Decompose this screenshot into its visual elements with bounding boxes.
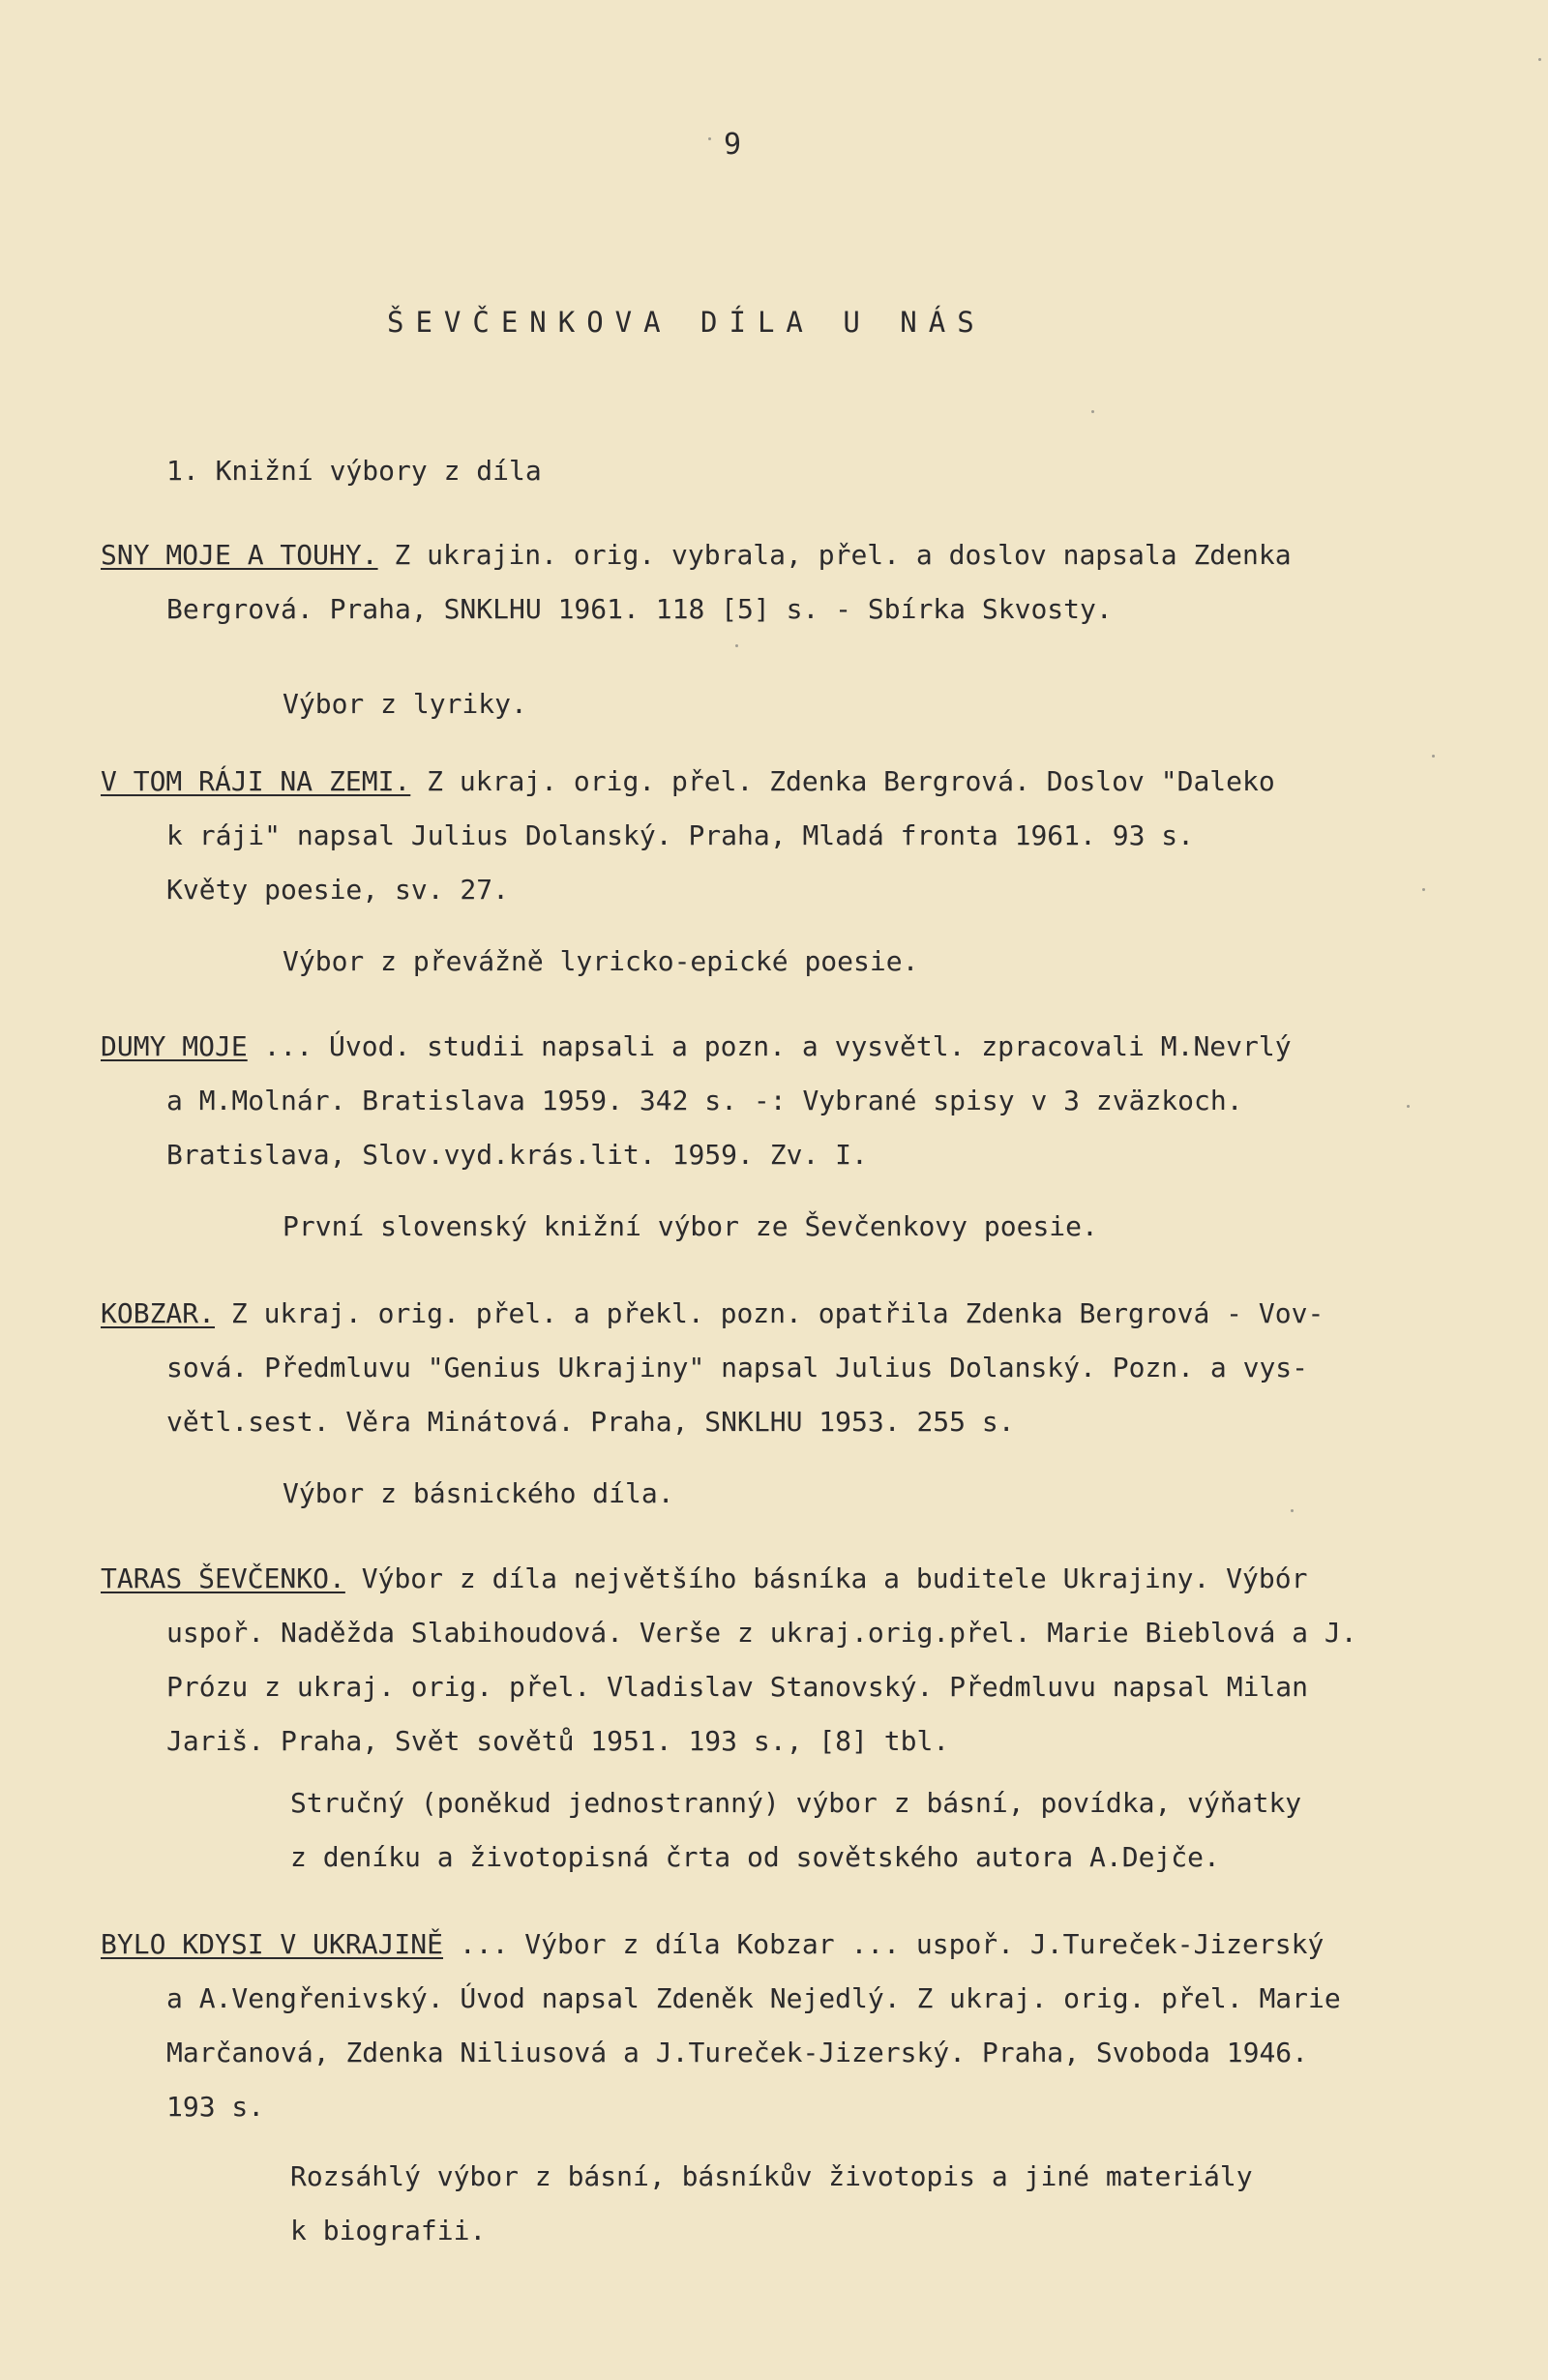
entry-line: uspoř. Naděžda Slabihoudová. Verše z ukraj.orig.přel. Marie Bieblová a J. <box>166 1617 1357 1649</box>
entry-line: Květy poesie, sv. 27. <box>166 874 510 906</box>
entry-title: DUMY MOJE <box>101 1030 248 1062</box>
entry-note: Výbor z převážně lyricko-epické poesie. <box>283 945 919 977</box>
entry-line: a A.Vengřenivský. Úvod napsal Zdeněk Nejedlý. Z ukraj. orig. přel. Marie <box>166 1982 1341 2014</box>
entry-line: Z ukraj. orig. přel. Zdenka Bergrová. Doslov "Daleko <box>410 765 1275 797</box>
bibliography-entry <box>101 755 1455 917</box>
entry-line: Výbor z díla největšího básníka a buditele Ukrajiny. Výbór <box>344 1562 1308 1594</box>
paper-speck <box>1407 1105 1410 1108</box>
entry-line: 193 s. <box>166 2091 265 2123</box>
entry-line: Z ukrajin. orig. vybrala, přel. a doslov napsala Zdenka <box>377 539 1292 571</box>
bibliography-entry <box>101 1287 1455 1449</box>
entry-note <box>290 2150 1253 2258</box>
entry-line: Bergrová. Praha, SNKLHU 1961. 118 [5] s. - Sbírka Skvosty. <box>166 593 1113 625</box>
paper-speck <box>1291 1509 1294 1512</box>
entry-title: SNY MOJE A TOUHY. <box>101 539 378 571</box>
entry-line: sová. Předmluvu "Genius Ukrajiny" napsal Julius Dolanský. Pozn. a vys- <box>166 1352 1309 1383</box>
paper-speck <box>1422 888 1425 891</box>
paper-speck <box>1538 58 1541 61</box>
bibliography-entry <box>101 1020 1455 1182</box>
entry-line: ... Výbor z díla Kobzar ... uspoř. J.Tureček-Jizerský <box>443 1928 1325 1960</box>
entry-line: ... Úvod. studii napsali a pozn. a vysvětl. zpracovali M.Nevrlý <box>247 1030 1292 1062</box>
entry-title: BYLO KDYSI V UKRAJINĚ <box>101 1928 444 1960</box>
entry-note-line: k biografii. <box>290 2215 487 2246</box>
entry-note: První slovenský knižní výbor ze Ševčenkovy poesie. <box>283 1210 1098 1242</box>
paper-speck <box>735 644 738 647</box>
bibliography-entry <box>101 1552 1455 1769</box>
paper-speck <box>708 137 711 140</box>
entry-note: Výbor z lyriky. <box>283 688 527 720</box>
entry-line: k ráji" napsal Julius Dolanský. Praha, Mladá fronta 1961. 93 s. <box>166 819 1195 851</box>
entry-title: V TOM RÁJI NA ZEMI. <box>101 765 411 797</box>
entry-line: Prózu z ukraj. orig. přel. Vladislav Stanovský. Předmluvu napsal Milan <box>166 1671 1309 1703</box>
entry-note-line: z deníku a životopisná črta od sovětského autora A.Dejče. <box>290 1841 1220 1873</box>
page-number: 9 <box>724 128 742 162</box>
page-title: ŠEVČENKOVA DÍLA U NÁS <box>387 306 986 339</box>
section-title: 1. Knižní výbory z díla <box>166 455 542 487</box>
bibliography-entry <box>101 528 1455 637</box>
paper-speck <box>1432 755 1435 758</box>
entry-title: KOBZAR. <box>101 1297 216 1329</box>
entry-note: Výbor z básnického díla. <box>283 1477 674 1509</box>
entry-line: Z ukraj. orig. přel. a překl. pozn. opatřila Zdenka Bergrová - Vov- <box>215 1297 1325 1329</box>
entry-title: TARAS ŠEVČENKO. <box>101 1562 345 1594</box>
entry-line: Bratislava, Slov.vyd.krás.lit. 1959. Zv. I. <box>166 1139 868 1171</box>
entry-line: větl.sest. Věra Minátová. Praha, SNKLHU 1953. 255 s. <box>166 1406 1015 1438</box>
bibliography-entry <box>101 1918 1455 2134</box>
entry-note-line: Stručný (poněkud jednostranný) výbor z básní, povídka, výňatky <box>290 1787 1302 1819</box>
entry-line: Marčanová, Zdenka Niliusová a J.Tureček-Jizerský. Praha, Svoboda 1946. <box>166 2037 1309 2068</box>
entry-note <box>290 1776 1301 1885</box>
entry-note-line: Rozsáhlý výbor z básní, básníkův životopis a jiné materiály <box>290 2160 1253 2192</box>
entry-line: Jariš. Praha, Svět sovětů 1951. 193 s., [8] tbl. <box>166 1725 950 1757</box>
entry-line: a M.Molnár. Bratislava 1959. 342 s. -: Vybrané spisy v 3 zväzkoch. <box>166 1085 1243 1116</box>
paper-speck <box>1091 410 1094 413</box>
